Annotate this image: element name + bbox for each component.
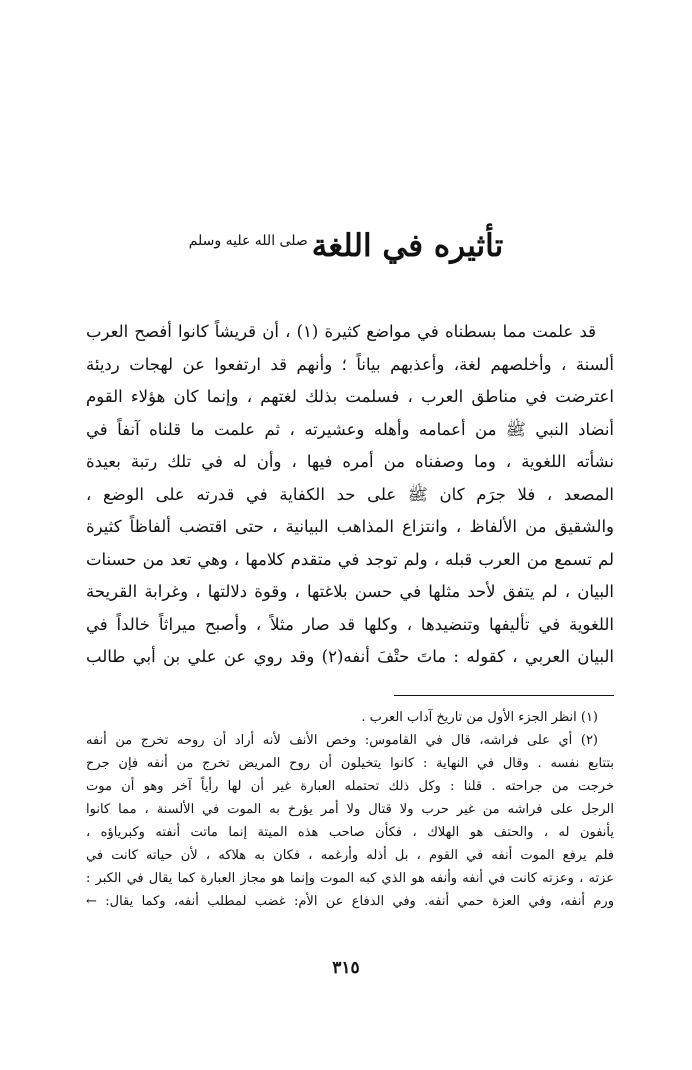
- footnote-line: خرجت من جراحته . قلنا : وكل ذلك تحتمله العبارة غير أن لها رأياً آخر وهو أن موت: [86, 779, 614, 794]
- body-line: اللغوية في تأليفها وتنضيدها ، وكلها قد صار مثلاً ، وأصبح ميراثاً خالداً في: [86, 614, 614, 634]
- footnote-line: عزته ، وعزته كانت في أنفه وأنفه هو الذي كبه الموت وإنما هو مجاز العبارة كما يقال في الكبر :: [86, 871, 614, 886]
- body-line: والشقيق من الألفاظ ، وانتزاع المذاهب البيانية ، حتى اقتضب ألفاظاً كثيرة: [86, 517, 614, 536]
- footnote-line: ورم أنفه، وفي العزة حمي أنفه. وفي الدفاع عن الأم: غضب لمطلب أنفه، وكما يقال: ←: [86, 894, 614, 909]
- footnote-line: فلم يرفع الموت أنفه في القوم ، بل أذله وأرغمه ، فكان به هلاكه ، لأن حياته كانت في: [86, 848, 614, 863]
- footnotes: [86, 706, 614, 913]
- blessing-honorific: صلى الله عليه وسلم: [188, 232, 308, 249]
- body-line: قد علمت مما بسطناه في مواضع كثيرة (١) ، أن قريشاً كانوا أفصح العرب: [86, 322, 596, 341]
- body-line: أنضاد النبي ﷺ من أعمامه وأهله وعشيرته ، ثم علمت ما قلناه آنفاً في: [86, 419, 614, 439]
- footnote-line: (١) انظر الجزء الأول من تاريخ آداب العرب .: [361, 710, 598, 725]
- body-line: البيان العربي ، كقوله : ماتَ حتْفَ أنفه(٢) وقد روي عن علي بن أبي طالب: [86, 647, 614, 666]
- footnote-line: الرجل على فراشه من غير حرب ولا قتال ولا أمر يؤرخ به الموت في الألسنة ، مما كانوا: [86, 802, 614, 817]
- body-line: المصعد ، فلا جرَم كان ﷺ على حد الكفاية في قدرته على الوضع ،: [86, 484, 614, 504]
- body-line: ألسنة ، وأخلصهم لغة، وأعذبهم بياناً ؛ وأنهم قد ارتفعوا عن لهجات رديئة: [86, 354, 614, 374]
- body-line: البيان ، لم يتفق لأحد مثلها في حسن بلاغتها ، وقوة دلالتها ، وغرابة القريحة: [86, 582, 614, 601]
- page-number: ٣١٥: [332, 958, 360, 978]
- chapter-heading: [0, 228, 692, 264]
- body-line: نشأته اللغوية ، وما وصفناه من أمره فيها ، وأن له في تلك رتبة بعيدة: [86, 452, 614, 471]
- footnote-line: بتتابع نفسه . وقال في النهاية : كانوا يتخيلون أن روح المريض تخرج من أنفه فإن جرح: [86, 756, 614, 771]
- footnote-line: يأنفون له ، والحتف هو الهلاك ، فكأن صاحب هذه الميتة إنما ماتت أنفته وكبرياؤه ،: [86, 825, 614, 840]
- footnote-divider: [394, 695, 614, 696]
- body-line: لم تسمع من العرب قبله ، ولم توجد في متقدم كلامها ، وهي تعد من حسنات: [86, 549, 614, 569]
- footnote-line: (٢) أي على فراشه، قال في القاموس: وخص الأنف لأنه أراد أن روحه تخرج من أنفه: [86, 733, 598, 748]
- body-line: اعترضت في مناطق العرب ، فسلمت بذلك لغتهم ، وإنما كان هؤلاء القوم: [86, 387, 614, 406]
- chapter-title: تأثيره في اللغة: [311, 228, 504, 264]
- body-text: [86, 316, 614, 674]
